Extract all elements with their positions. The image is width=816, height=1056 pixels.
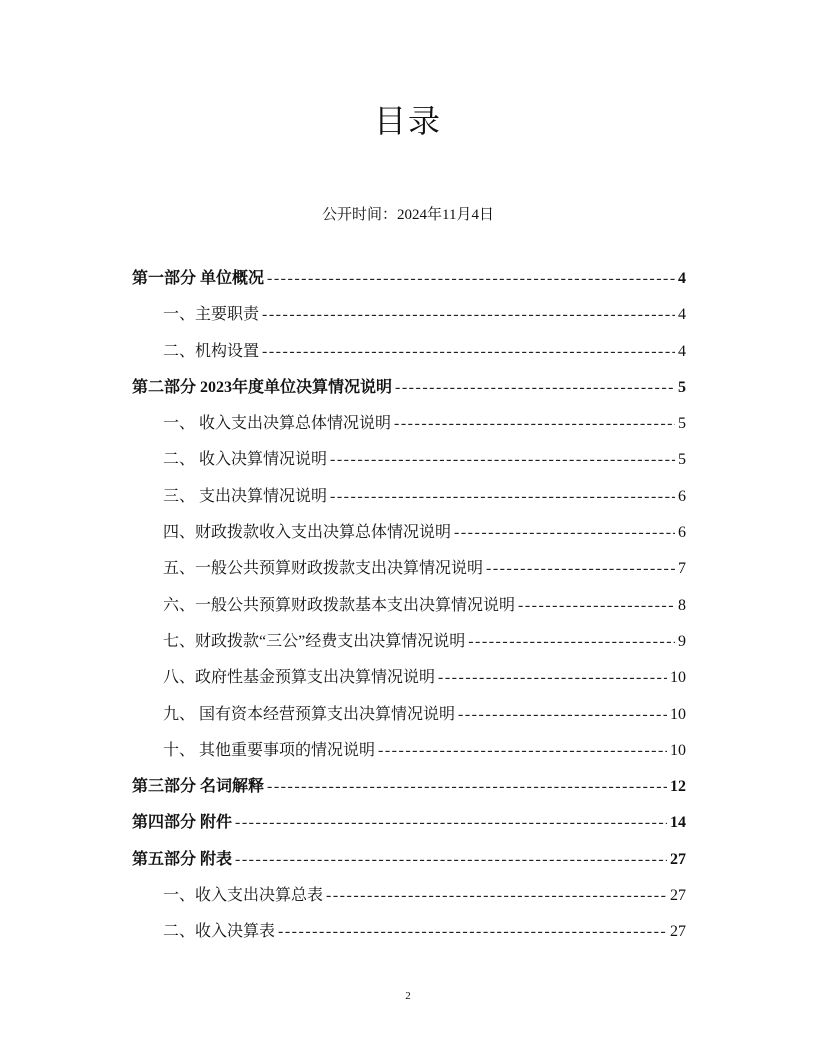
toc-entry[interactable] bbox=[132, 266, 686, 302]
toc-entry[interactable] bbox=[132, 847, 686, 883]
toc-entry-label: 一、主要职责 bbox=[163, 306, 260, 324]
toc-entry[interactable] bbox=[132, 774, 686, 810]
toc-entry[interactable] bbox=[132, 702, 686, 738]
toc-entry-label: 九、 国有资本经营预算支出决算情况说明 bbox=[163, 705, 456, 723]
toc-entry-page: 12 bbox=[670, 778, 686, 796]
toc-entry-page: 6 bbox=[678, 524, 686, 542]
toc-entry-label: 七、财政拨款“三公”经费支出决算情况说明 bbox=[163, 632, 466, 650]
toc-entry[interactable] bbox=[132, 447, 686, 483]
toc-leader bbox=[468, 629, 675, 655]
toc-entry-label: 三、 支出决算情况说明 bbox=[163, 487, 328, 505]
toc-entry-page: 8 bbox=[678, 596, 686, 614]
toc-entry-page: 27 bbox=[670, 923, 686, 941]
toc-entry-page: 27 bbox=[670, 850, 686, 868]
toc-entry-page: 6 bbox=[678, 487, 686, 505]
toc-entry-label: 一、收入支出决算总表 bbox=[163, 887, 324, 905]
toc-entry-label: 第四部分 附件 bbox=[132, 814, 233, 832]
toc-entry[interactable] bbox=[132, 556, 686, 592]
toc-entry-label: 二、收入决算表 bbox=[163, 923, 276, 941]
toc-entry-label: 六、一般公共预算财政拨款基本支出决算情况说明 bbox=[163, 596, 516, 614]
toc-leader bbox=[267, 774, 667, 800]
toc-entry-page: 4 bbox=[678, 342, 686, 360]
toc-leader bbox=[458, 702, 667, 728]
toc-entry[interactable] bbox=[132, 302, 686, 338]
toc-leader bbox=[330, 484, 675, 510]
toc-entry-label: 八、政府性基金预算支出决算情况说明 bbox=[163, 669, 436, 687]
toc-leader bbox=[454, 520, 675, 546]
toc-entry-page: 4 bbox=[678, 306, 686, 324]
toc-entry[interactable] bbox=[132, 520, 686, 556]
toc-entry-label: 第三部分 名词解释 bbox=[132, 778, 265, 796]
toc-leader bbox=[438, 665, 667, 691]
toc-entry-label: 二、机构设置 bbox=[163, 342, 260, 360]
toc-entry-page: 4 bbox=[678, 270, 686, 287]
toc-leader bbox=[278, 919, 667, 945]
toc-entry-page: 7 bbox=[678, 560, 686, 578]
toc-leader bbox=[326, 883, 667, 909]
toc-entry-page: 5 bbox=[678, 378, 686, 396]
toc-leader bbox=[486, 556, 675, 582]
toc-entry[interactable] bbox=[132, 665, 686, 701]
toc-entry[interactable] bbox=[132, 883, 686, 919]
toc-entry-page: 5 bbox=[678, 451, 686, 469]
toc-leader bbox=[235, 847, 667, 873]
toc-entry-page: 27 bbox=[670, 887, 686, 905]
toc-leader bbox=[378, 738, 667, 764]
toc-entry-page: 14 bbox=[670, 814, 686, 832]
toc-leader bbox=[262, 339, 675, 365]
toc-entry[interactable] bbox=[132, 375, 686, 411]
toc-entry[interactable] bbox=[132, 919, 686, 955]
toc-entry[interactable] bbox=[132, 411, 686, 447]
toc-entry[interactable] bbox=[132, 593, 686, 629]
toc-entry[interactable] bbox=[132, 629, 686, 665]
toc-entry[interactable] bbox=[132, 810, 686, 846]
toc-entry-label: 四、财政拨款收入支出决算总体情况说明 bbox=[163, 524, 452, 542]
toc-leader bbox=[394, 411, 675, 437]
toc-leader bbox=[395, 375, 675, 401]
table-of-contents bbox=[132, 266, 686, 956]
toc-entry[interactable] bbox=[132, 339, 686, 375]
toc-entry-label: 二、 收入决算情况说明 bbox=[163, 451, 328, 469]
toc-entry-label: 第二部分 2023年度单位决算情况说明 bbox=[132, 378, 393, 396]
toc-entry-label: 五、一般公共预算财政拨款支出决算情况说明 bbox=[163, 560, 484, 578]
toc-leader bbox=[330, 447, 675, 473]
toc-entry-page: 10 bbox=[670, 705, 686, 723]
toc-entry[interactable] bbox=[132, 738, 686, 774]
toc-entry-page: 5 bbox=[678, 415, 686, 433]
toc-entry-page: 10 bbox=[670, 669, 686, 687]
toc-entry-label: 第五部分 附表 bbox=[132, 850, 233, 868]
toc-entry-page: 9 bbox=[678, 632, 686, 650]
toc-leader bbox=[267, 266, 675, 292]
toc-leader bbox=[518, 593, 675, 619]
toc-entry-label: 十、 其他重要事项的情况说明 bbox=[163, 741, 376, 759]
publish-date: 公开时间：2024年11月4日 bbox=[322, 207, 494, 223]
toc-entry-label: 第一部分 单位概况 bbox=[132, 270, 265, 287]
toc-entry-page: 10 bbox=[670, 741, 686, 759]
page-number: 2 bbox=[405, 990, 411, 1002]
toc-leader bbox=[262, 302, 675, 328]
toc-leader bbox=[235, 810, 667, 836]
page-title: 目录 bbox=[373, 102, 442, 140]
toc-entry[interactable] bbox=[132, 484, 686, 520]
toc-entry-label: 一、 收入支出决算总体情况说明 bbox=[163, 415, 392, 433]
